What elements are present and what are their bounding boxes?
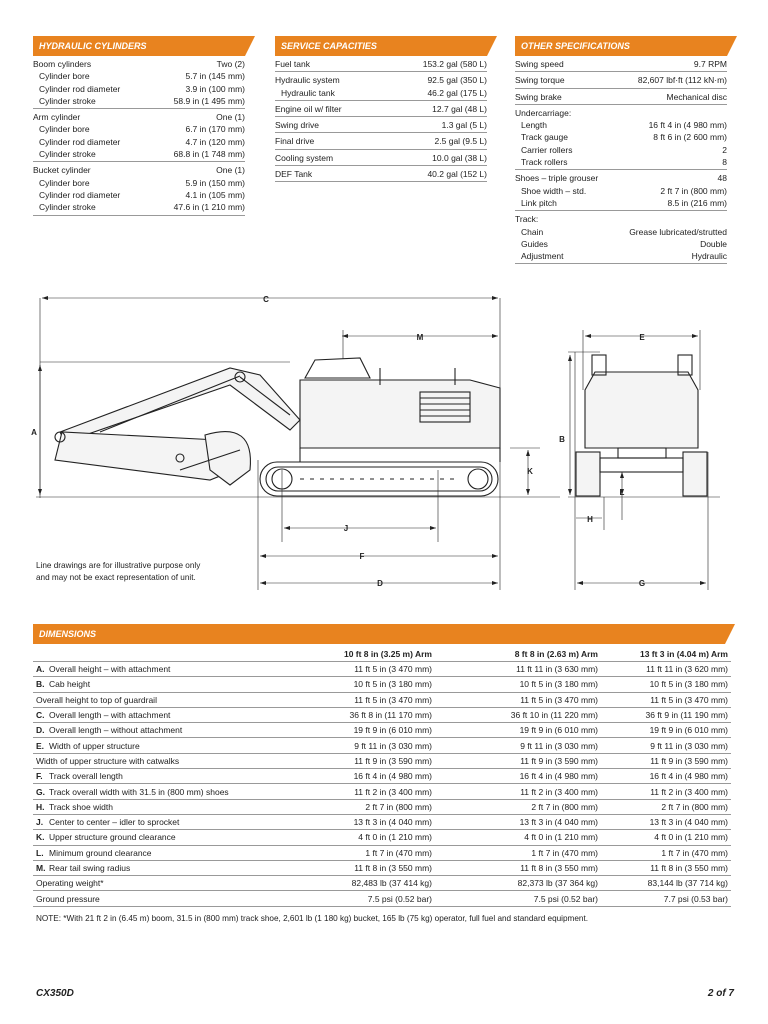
spec-row — [515, 131, 727, 143]
dimension-label — [33, 891, 279, 906]
spec-value: 58.9 in (1 495 mm) — [173, 95, 245, 106]
table-row — [33, 830, 731, 845]
dimension-letter: K. — [36, 832, 45, 843]
spec-row — [515, 91, 727, 103]
spec-label: Swing speed — [515, 59, 564, 69]
dimension-value: 11 ft 5 in (3 470 mm) — [601, 692, 731, 707]
page-number: 2 of 7 — [707, 988, 734, 999]
spec-label: Fuel tank — [275, 59, 310, 69]
spec-row — [515, 156, 727, 168]
dimension-value: 7.5 psi (0.52 bar) — [279, 891, 435, 906]
spec-row — [515, 58, 727, 70]
dimension-label — [33, 753, 279, 768]
dimension-letter: F. — [36, 771, 43, 782]
hydraulic-cylinders-header: HYDRAULIC CYLINDERS — [33, 36, 245, 56]
disclaimer-line: Line drawings are for illustrative purpose only — [36, 561, 201, 570]
spec-label: Cylinder bore — [39, 124, 90, 135]
spec-label: Link pitch — [521, 197, 557, 208]
dimension-letter: E. — [36, 740, 45, 751]
dimension-value: 19 ft 9 in (6 010 mm) — [435, 723, 601, 738]
spec-row — [33, 189, 245, 201]
spec-row — [515, 119, 727, 131]
spec-value: 9.7 RPM — [693, 59, 727, 69]
spec-value: One (1) — [216, 165, 245, 176]
spec-group — [33, 56, 245, 109]
table-row — [33, 784, 731, 799]
dimension-value: 16 ft 4 in (4 980 mm) — [435, 769, 601, 784]
dimension-value: 1 ft 7 in (470 mm) — [435, 845, 601, 860]
dimension-value: 82,483 lb (37 414 kg) — [279, 876, 435, 891]
dim-letter-c: C — [263, 295, 269, 304]
dimension-name: Track overall width with 31.5 in (800 mm) shoes — [49, 786, 229, 797]
dimension-label — [33, 860, 279, 875]
dim-letter-h: H — [587, 515, 593, 524]
spec-row — [33, 111, 245, 123]
dimension-value: 13 ft 3 in (4 040 mm) — [279, 814, 435, 829]
spec-label: Cylinder stroke — [39, 95, 96, 106]
dimension-label — [33, 814, 279, 829]
spec-label: Engine oil w/ filter — [275, 103, 342, 114]
dimension-value: 11 ft 9 in (3 590 mm) — [601, 753, 731, 768]
dimension-letter: G. — [36, 786, 45, 797]
dimension-letter: L. — [36, 847, 44, 858]
dimension-value: 9 ft 11 in (3 030 mm) — [601, 738, 731, 753]
spec-row — [275, 119, 487, 131]
spec-row — [515, 250, 727, 262]
dimension-label — [33, 677, 279, 692]
table-row — [33, 753, 731, 768]
spec-row — [33, 201, 245, 213]
spec-value: 47.6 in (1 210 mm) — [173, 202, 245, 213]
spec-row — [515, 238, 727, 250]
spec-label: Track gauge — [521, 132, 568, 143]
spec-value: 8 ft 6 in (2 600 mm) — [653, 132, 727, 143]
model-name: CX350D — [36, 988, 74, 999]
dimension-name: Overall length – without attachment — [49, 725, 183, 736]
spec-value: 4.7 in (120 mm) — [185, 136, 245, 147]
spec-label: Track: — [515, 214, 539, 225]
service-capacities-section — [275, 36, 487, 182]
dimension-label — [33, 845, 279, 860]
dimension-label — [33, 769, 279, 784]
spec-row — [515, 213, 727, 225]
dimension-value: 10 ft 5 in (3 180 mm) — [601, 677, 731, 692]
table-row — [33, 723, 731, 738]
spec-value: One (1) — [216, 112, 245, 123]
spec-label: Cylinder rod diameter — [39, 189, 121, 200]
dimension-value: 11 ft 8 in (3 550 mm) — [279, 860, 435, 875]
spec-value: 2 ft 7 in (800 mm) — [660, 185, 727, 196]
dimension-value: 16 ft 4 in (4 980 mm) — [279, 769, 435, 784]
dim-letter-d: D — [377, 579, 383, 588]
dimension-name: Ground pressure — [36, 893, 100, 904]
spec-label: Length — [521, 120, 547, 131]
other-specifications-section — [515, 36, 727, 264]
spec-row — [275, 168, 487, 180]
table-row — [33, 845, 731, 860]
service-capacities-header: SERVICE CAPACITIES — [275, 36, 487, 56]
dimension-value: 7.7 psi (0.53 bar) — [601, 891, 731, 906]
dimension-value: 11 ft 5 in (3 470 mm) — [435, 692, 601, 707]
dimension-label — [33, 830, 279, 845]
dimension-value: 11 ft 2 in (3 400 mm) — [435, 784, 601, 799]
spec-value: 92.5 gal (350 L) — [427, 75, 487, 86]
dimension-name: Overall height to top of guardrail — [36, 694, 157, 705]
table-row — [33, 891, 731, 906]
spec-value: 3.9 in (100 mm) — [185, 83, 245, 94]
spec-row — [33, 70, 245, 82]
spec-value: 10.0 gal (38 L) — [432, 152, 487, 163]
dimension-value: 11 ft 11 in (3 630 mm) — [435, 662, 601, 677]
spec-row — [33, 95, 245, 107]
spec-label: Track rollers — [521, 157, 568, 168]
dim-letter-m: M — [416, 333, 424, 342]
dimension-label — [33, 784, 279, 799]
spec-group — [275, 72, 487, 101]
table-row — [33, 707, 731, 722]
column-header: 10 ft 8 in (3.25 m) Arm — [343, 649, 432, 659]
dimension-value: 11 ft 8 in (3 550 mm) — [435, 860, 601, 875]
spec-value: 68.8 in (1 748 mm) — [173, 149, 245, 160]
spec-value: 40.2 gal (152 L) — [427, 169, 487, 180]
table-row — [33, 662, 731, 677]
spec-value: 153.2 gal (580 L) — [422, 59, 487, 69]
spec-value: 2.5 gal (9.5 L) — [434, 136, 487, 147]
spec-value: 8.5 in (216 mm) — [667, 197, 727, 208]
dimension-value: 11 ft 9 in (3 590 mm) — [435, 753, 601, 768]
dimensions-header: DIMENSIONS — [33, 624, 725, 644]
spec-group — [275, 150, 487, 166]
spec-row — [33, 148, 245, 160]
spec-row — [515, 172, 727, 184]
spec-label: Cooling system — [275, 152, 334, 163]
column-header: 13 ft 3 in (4.04 m) Arm — [639, 649, 728, 659]
excavator-dimension-drawing — [0, 285, 768, 605]
table-row — [33, 677, 731, 692]
dimension-name: Width of upper structure — [49, 740, 140, 751]
dimension-value: 11 ft 11 in (3 620 mm) — [601, 662, 731, 677]
spec-group — [33, 162, 245, 215]
spec-value: 5.7 in (145 mm) — [185, 71, 245, 82]
spec-row — [515, 226, 727, 238]
spec-group — [275, 166, 487, 182]
dimension-letter: A. — [36, 664, 45, 675]
spec-group — [275, 133, 487, 149]
dimension-value: 10 ft 5 in (3 180 mm) — [279, 677, 435, 692]
spec-row — [275, 152, 487, 164]
dimension-value: 7.5 psi (0.52 bar) — [435, 891, 601, 906]
spec-value: 12.7 gal (48 L) — [432, 103, 487, 114]
spec-row — [515, 144, 727, 156]
table-row — [33, 692, 731, 707]
spec-group — [515, 211, 727, 264]
spec-label: Hydraulic tank — [281, 87, 335, 98]
hydraulic-cylinders-list — [33, 56, 245, 216]
spec-label: Cylinder rod diameter — [39, 136, 121, 147]
table-row — [33, 769, 731, 784]
dimensions-note: NOTE: *With 21 ft 2 in (6.45 m) boom, 31.5 in (800 mm) track shoe, 2,601 lb (1 180 kg) bucket, 165 lb (75 kg) operator, full fuel and standard equipment. — [36, 914, 589, 923]
spec-label: Adjustment — [521, 251, 564, 262]
spec-value: 5.9 in (150 mm) — [185, 177, 245, 188]
dimension-value: 4 ft 0 in (1 210 mm) — [279, 830, 435, 845]
spec-row — [275, 87, 487, 99]
dimension-value: 11 ft 8 in (3 550 mm) — [601, 860, 731, 875]
dim-letter-a: A — [31, 428, 37, 437]
dimension-letter: J. — [36, 817, 44, 828]
spec-label: Swing torque — [515, 75, 565, 86]
spec-label: Cylinder bore — [39, 71, 90, 82]
spec-row — [33, 58, 245, 70]
spec-row — [33, 123, 245, 135]
dimension-label — [33, 738, 279, 753]
dim-letter-g: G — [638, 579, 646, 588]
spec-row — [33, 177, 245, 189]
spec-value: 4.1 in (105 mm) — [185, 189, 245, 200]
table-row — [33, 860, 731, 875]
spec-group — [515, 56, 727, 72]
dimension-letter: M. — [36, 863, 46, 873]
dimension-value: 13 ft 3 in (4 040 mm) — [435, 814, 601, 829]
dimension-value: 11 ft 5 in (3 470 mm) — [279, 662, 435, 677]
dimension-name: Track overall length — [49, 771, 123, 782]
spec-value: Double — [700, 238, 727, 249]
dimension-label — [33, 799, 279, 814]
dimensions-table — [33, 648, 731, 907]
table-row — [33, 738, 731, 753]
dimension-value: 19 ft 9 in (6 010 mm) — [279, 723, 435, 738]
spec-label: Cylinder stroke — [39, 202, 96, 213]
table-row — [33, 876, 731, 891]
spec-label: DEF Tank — [275, 169, 313, 180]
spec-label: Cylinder bore — [39, 177, 90, 188]
dimension-label — [33, 707, 279, 722]
dim-letter-e: E — [639, 333, 645, 342]
spec-value: 2 — [722, 144, 727, 155]
spec-group — [275, 101, 487, 117]
dimension-label — [33, 723, 279, 738]
spec-row — [515, 197, 727, 209]
column-header: 8 ft 8 in (2.63 m) Arm — [514, 649, 598, 659]
spec-row — [33, 136, 245, 148]
dimension-value: 36 ft 9 in (11 190 mm) — [601, 707, 731, 722]
other-specifications-list — [515, 56, 727, 264]
dimension-value: 2 ft 7 in (800 mm) — [435, 799, 601, 814]
dimension-name: Width of upper structure with catwalks — [36, 755, 180, 766]
dimension-value: 1 ft 7 in (470 mm) — [279, 845, 435, 860]
dimension-name: Overall height – with attachment — [49, 664, 171, 675]
spec-value: Two (2) — [216, 59, 245, 69]
spec-value: 46.2 gal (175 L) — [427, 87, 487, 98]
dimension-name: Overall length – with attachment — [49, 710, 171, 721]
dimension-name: Center to center – idler to sprocket — [49, 817, 180, 828]
spec-label: Swing brake — [515, 91, 562, 102]
dimension-letter: B. — [36, 679, 45, 690]
spec-label: Cylinder stroke — [39, 149, 96, 160]
spec-label: Carrier rollers — [521, 144, 573, 155]
spec-label: Swing drive — [275, 120, 319, 131]
spec-label: Bucket cylinder — [33, 165, 91, 176]
service-capacities-list — [275, 56, 487, 182]
drawing-disclaimer — [36, 560, 200, 584]
dimension-value: 2 ft 7 in (800 mm) — [279, 799, 435, 814]
spec-value: Grease lubricated/strutted — [629, 226, 727, 237]
table-row — [33, 799, 731, 814]
spec-group — [515, 72, 727, 88]
dimension-letter: C. — [36, 710, 45, 721]
dimension-value: 4 ft 0 in (1 210 mm) — [601, 830, 731, 845]
spec-row — [515, 107, 727, 119]
dimension-letter: D. — [36, 725, 45, 736]
dim-letter-j: J — [343, 524, 349, 533]
spec-label: Arm cylinder — [33, 112, 81, 123]
dimension-value: 16 ft 4 in (4 980 mm) — [601, 769, 731, 784]
dimension-value: 11 ft 2 in (3 400 mm) — [601, 784, 731, 799]
spec-label: Boom cylinders — [33, 59, 92, 69]
dimension-value: 36 ft 10 in (11 220 mm) — [435, 707, 601, 722]
spec-label: Final drive — [275, 136, 315, 147]
dim-letter-k: K — [527, 467, 533, 476]
spec-group — [275, 117, 487, 133]
spec-group — [275, 56, 487, 72]
spec-group — [515, 170, 727, 211]
dimension-value: 82,373 lb (37 364 kg) — [435, 876, 601, 891]
spec-row — [515, 74, 727, 86]
spec-value: 82,607 lbf·ft (112 kN·m) — [637, 75, 727, 86]
dimension-value: 19 ft 9 in (6 010 mm) — [601, 723, 731, 738]
spec-label: Undercarriage: — [515, 107, 572, 118]
spec-label: Hydraulic system — [275, 75, 340, 86]
dimension-name: Operating weight* — [36, 878, 104, 889]
spec-label: Shoe width – std. — [521, 185, 587, 196]
spec-value: 48 — [717, 173, 727, 184]
spec-value: 1.3 gal (5 L) — [441, 120, 487, 131]
spec-value: 16 ft 4 in (4 980 mm) — [648, 120, 727, 131]
dimension-value: 11 ft 9 in (3 590 mm) — [279, 753, 435, 768]
disclaimer-line: and may not be exact representation of unit. — [36, 573, 196, 582]
dimension-label — [33, 876, 279, 891]
spec-label: Cylinder rod diameter — [39, 83, 121, 94]
table-row — [33, 814, 731, 829]
spec-label: Chain — [521, 226, 544, 237]
spec-row — [515, 185, 727, 197]
spec-row — [275, 74, 487, 86]
spec-value: Hydraulic — [691, 251, 727, 262]
spec-row — [275, 58, 487, 70]
dimension-value: 9 ft 11 in (3 030 mm) — [435, 738, 601, 753]
dimension-value: 36 ft 8 in (11 170 mm) — [279, 707, 435, 722]
dimension-value: 4 ft 0 in (1 210 mm) — [435, 830, 601, 845]
dimension-value: 1 ft 7 in (470 mm) — [601, 845, 731, 860]
dimensions-section — [33, 624, 725, 644]
spec-row — [33, 83, 245, 95]
spec-row — [275, 135, 487, 147]
dim-letter-f: F — [359, 552, 365, 561]
spec-label: Shoes – triple grouser — [515, 173, 599, 184]
dimension-value: 10 ft 5 in (3 180 mm) — [435, 677, 601, 692]
dimension-label — [33, 692, 279, 707]
other-specifications-header: OTHER SPECIFICATIONS — [515, 36, 727, 56]
spec-group — [515, 89, 727, 105]
dimension-name: Minimum ground clearance — [49, 847, 152, 858]
spec-row — [275, 103, 487, 115]
dimension-letter: H. — [36, 801, 45, 812]
dimension-value: 11 ft 2 in (3 400 mm) — [279, 784, 435, 799]
spec-value: Mechanical disc — [666, 91, 727, 102]
dimension-value: 2 ft 7 in (800 mm) — [601, 799, 731, 814]
dimension-value: 9 ft 11 in (3 030 mm) — [279, 738, 435, 753]
spec-row — [33, 164, 245, 176]
spec-value: 6.7 in (170 mm) — [185, 124, 245, 135]
dimension-name: Upper structure ground clearance — [49, 832, 176, 843]
spec-group — [33, 109, 245, 162]
dimension-value: 13 ft 3 in (4 040 mm) — [601, 814, 731, 829]
dimension-name: Rear tail swing radius — [49, 863, 131, 873]
spec-label: Guides — [521, 238, 548, 249]
dimension-value: 83,144 lb (37 714 kg) — [601, 876, 731, 891]
spec-group — [515, 105, 727, 170]
dimension-value: 11 ft 5 in (3 470 mm) — [279, 692, 435, 707]
spec-value: 8 — [722, 157, 727, 168]
dim-letter-b: B — [559, 435, 565, 444]
dimension-name: Cab height — [49, 679, 91, 690]
dimension-label — [33, 662, 279, 677]
dim-letter-l: L — [619, 488, 625, 497]
dimension-name: Track shoe width — [49, 801, 113, 812]
hydraulic-cylinders-section — [33, 36, 245, 216]
